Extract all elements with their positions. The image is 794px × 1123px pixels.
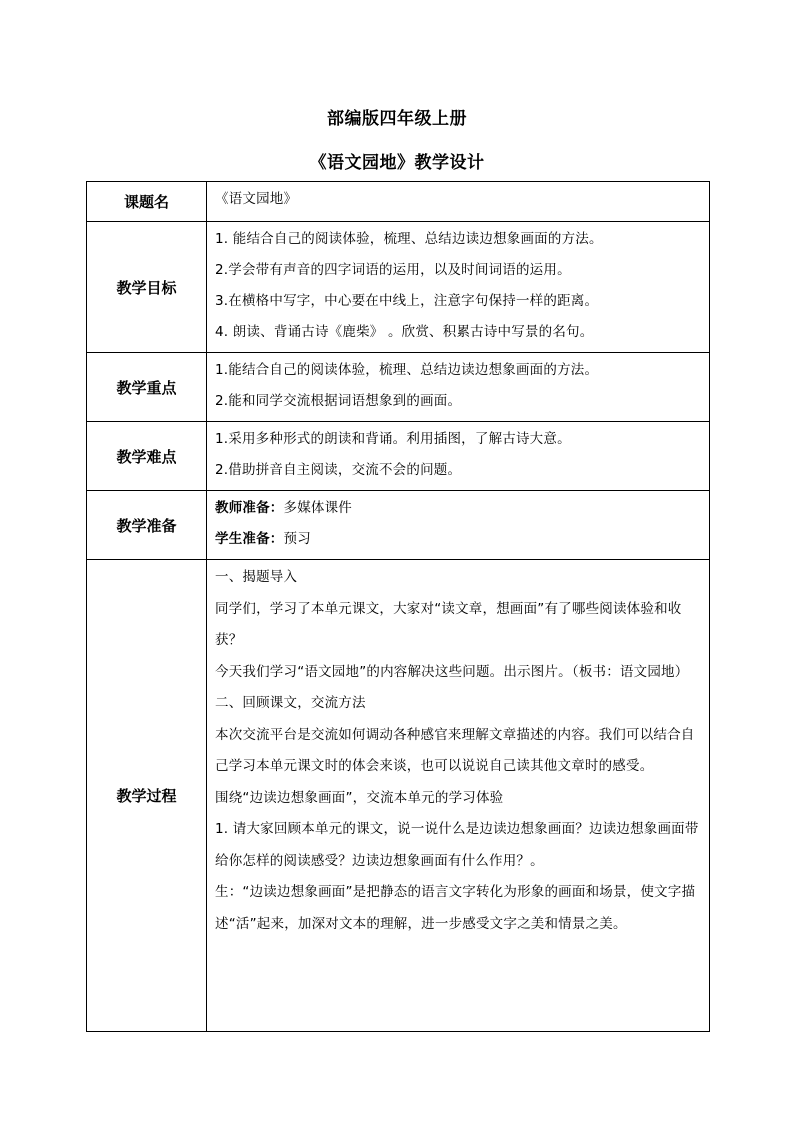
table-row bbox=[87, 353, 710, 422]
document-subtitle: 《语文园地》教学设计 bbox=[309, 153, 485, 173]
student-preparation-value: 预习 bbox=[283, 531, 311, 547]
student-preparation-line bbox=[215, 524, 705, 555]
row-content-preparation bbox=[207, 491, 710, 560]
content-line: 2.能和同学交流根据词语想象到的画面。 bbox=[215, 393, 462, 409]
table-row bbox=[87, 560, 710, 1032]
table-row bbox=[87, 182, 710, 222]
content-line: 1. 能结合自己的阅读体验，梳理、总结边读边想象画面的方法。 bbox=[215, 231, 603, 247]
row-content-difficulties bbox=[207, 422, 710, 491]
row-label-difficulties: 教学难点 bbox=[87, 422, 207, 491]
process-heading: 二、回顾课文，交流方法 bbox=[215, 695, 366, 711]
table-row bbox=[87, 222, 710, 353]
teacher-preparation-label: 教师准备： bbox=[215, 500, 284, 516]
teacher-preparation-value: 多媒体课件 bbox=[283, 500, 352, 516]
content-paragraph: 围绕“边读边想象画面”，交流本单元的学习体验 bbox=[215, 789, 504, 806]
content-paragraph: 1. 请大家回顾本单元的课文，说一说什么是边读边想象画面？边读边想象画面带给你怎样的阅读感受？边读边想象画面有什么作用？。 bbox=[215, 821, 699, 869]
table-row bbox=[87, 491, 710, 560]
row-label-preparation: 教学准备 bbox=[87, 491, 207, 560]
lesson-plan-table bbox=[86, 181, 710, 1032]
row-content-topic bbox=[207, 182, 710, 222]
table-row bbox=[87, 422, 710, 491]
content-line: 2.学会带有声音的四字词语的运用，以及时间词语的运用。 bbox=[215, 262, 571, 278]
content-paragraph: 同学们，学习了本单元课文，大家对“读文章，想画面”有了哪些阅读体验和收获？ bbox=[215, 600, 682, 648]
teacher-preparation-line bbox=[215, 493, 705, 524]
row-content-key-points bbox=[207, 353, 710, 422]
row-label-topic: 课题名 bbox=[87, 182, 207, 222]
student-preparation-label: 学生准备： bbox=[215, 531, 284, 547]
content-line: 1.能结合自己的阅读体验，梳理、总结边读边想象画面的方法。 bbox=[215, 362, 599, 378]
content-line: 4. 朗读、背诵古诗《鹿柴》 。欣赏、积累古诗中写景的名句。 bbox=[215, 324, 594, 340]
content-line: 3.在横格中写字，中心要在中线上，注意字句保持一样的距离。 bbox=[215, 293, 599, 309]
row-label-objectives: 教学目标 bbox=[87, 222, 207, 353]
content-line: 《语文园地》 bbox=[215, 191, 298, 207]
content-paragraph: 生：“边读边想象画面”是把静态的语言文字转化为形象的画面和场景，使文字描述“活”起来，加深对文本的理解，进一步感受文字之美和情景之美。 bbox=[215, 884, 696, 932]
row-content-process bbox=[207, 560, 710, 1032]
document-title: 部编版四年级上册 bbox=[327, 109, 467, 129]
content-line: 1.采用多种形式的朗读和背诵。利用插图，了解古诗大意。 bbox=[215, 431, 571, 447]
content-paragraph: 本次交流平台是交流如何调动各种感官来理解文章描述的内容。我们可以结合自己学习本单元课文时的体会来谈，也可以说说自己读其他文章时的感受。 bbox=[215, 726, 695, 774]
process-heading: 一、揭题导入 bbox=[215, 569, 298, 585]
row-label-process: 教学过程 bbox=[87, 560, 207, 1032]
row-label-key-points: 教学重点 bbox=[87, 353, 207, 422]
content-line: 2.借助拼音自主阅读，交流不会的问题。 bbox=[215, 462, 462, 478]
content-paragraph: 今天我们学习“语文园地”的内容解决这些问题。出示图片。（板书：语文园地） bbox=[215, 663, 689, 680]
row-content-objectives bbox=[207, 222, 710, 353]
